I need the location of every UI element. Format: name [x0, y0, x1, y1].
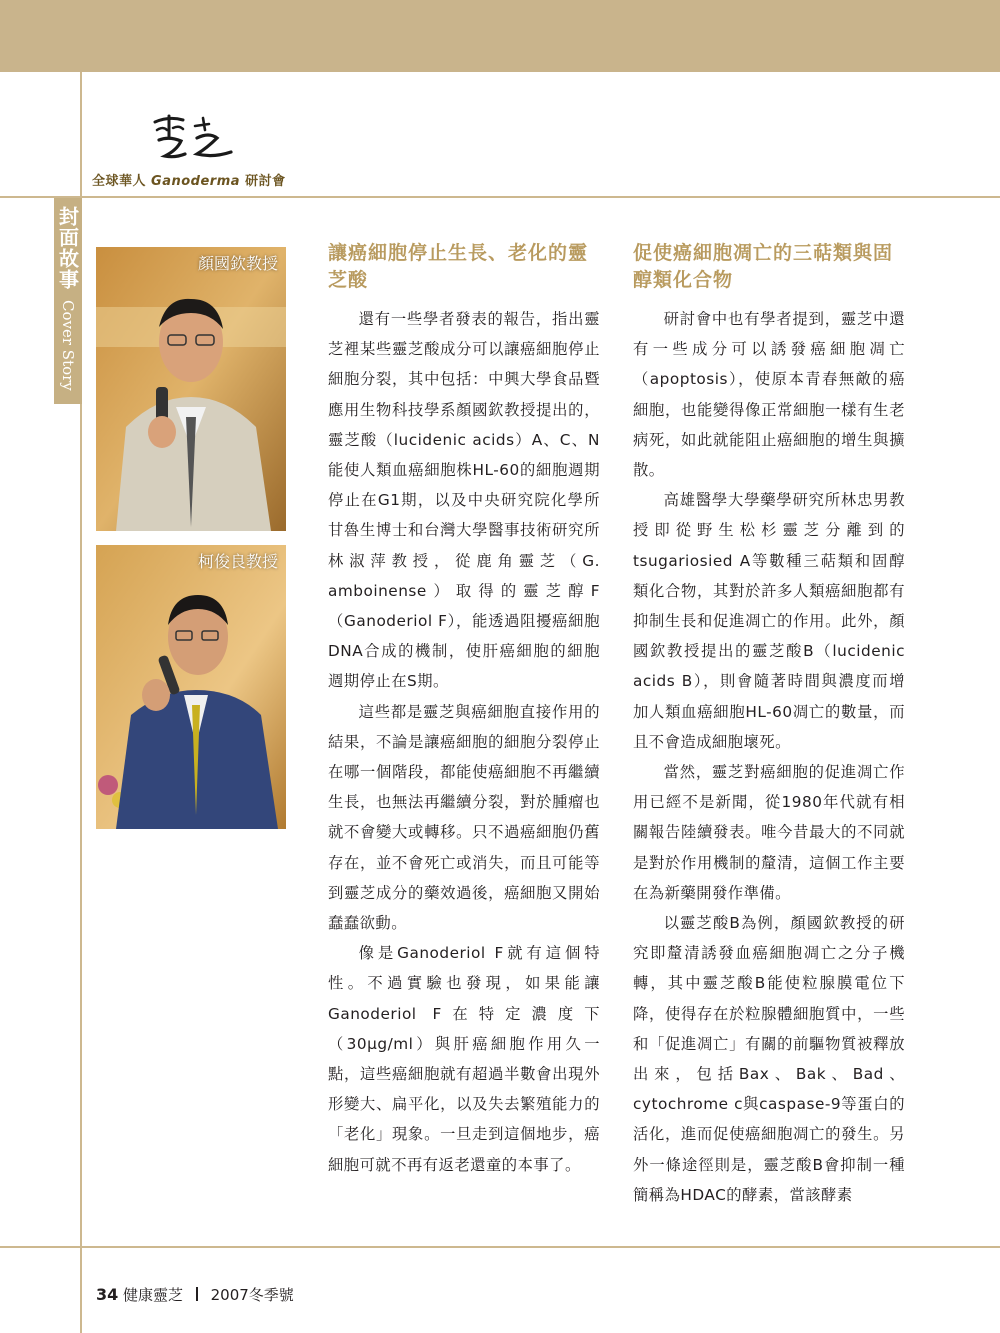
top-color-band	[0, 0, 1000, 72]
section-side-tab	[54, 198, 82, 404]
photo-professor-ko	[96, 545, 286, 829]
header-divider	[0, 196, 1000, 198]
article-paragraph: 高雄醫學大學藥學研究所林忠男教授即從野生松杉靈芝分離到的tsugariosied A等數種三萜類和固醇類化合物，其對於許多人類癌細胞都有抑制生長和促進凋亡的作用。此外，顏國欽教授提出的靈芝酸B（lucidenic acids B），則會隨著時間與濃度而增加人類血癌細胞HL-60凋亡的數量，而且不會造成細胞壞死。	[633, 491, 905, 751]
page-footer	[96, 1284, 294, 1305]
section-heading: 促使癌細胞凋亡的三萜類與固醇類化合物	[633, 242, 894, 291]
issue-label: 2007冬季號	[210, 1286, 294, 1304]
magazine-name: 健康靈芝	[123, 1286, 184, 1304]
conference-logo	[92, 108, 292, 190]
article-paragraph: 當然，靈芝對癌細胞的促進凋亡作用已經不是新聞，從1980年代就有相關報告陸續發表。唯今昔最大的不同就是對於作用機制的釐清，這個工作主要在為新藥開發作準備。	[633, 763, 905, 902]
article-paragraph: 研討會中也有學者提到，靈芝中還有一些成分可以誘發癌細胞凋亡（apoptosis），使原本青春無敵的癌細胞，也能變得像正常細胞一樣有生老病死，如此就能阻止癌細胞的增生與擴散。	[633, 310, 905, 480]
logo-subtitle: 全球華人 Ganoderma 研討會	[92, 174, 286, 189]
page-number: 34	[96, 1285, 119, 1304]
article-paragraph: 像是Ganoderiol F就有這個特性。不過實驗也發現，如果能讓Ganoderiol F在特定濃度下（30μg/ml）與肝癌細胞作用久一點，這些癌細胞就有超過半數會出現外形變大、扁平化，以及失去繁殖能力的「老化」現象。一旦走到這個地步，癌細胞可就不再有返老還童的本事了。	[328, 944, 600, 1174]
article-paragraph: 這些都是靈芝與癌細胞直接作用的結果，不論是讓癌細胞的細胞分裂停止在哪一個階段，都能使癌細胞不再繼續生長，也無法再繼續分裂，對於腫瘤也就不會變大或轉移。只不過癌細胞仍舊存在，並不會死亡或消失，而且可能等到靈芝成分的藥效過後，癌細胞又開始蠢蠢欲動。	[328, 702, 600, 933]
section-heading: 讓癌細胞停止生長、老化的靈芝酸	[328, 242, 589, 291]
lingzhi-calligraphy-logo	[147, 108, 237, 168]
article-paragraph: 以靈芝酸B為例，顏國欽教授的研究即釐清誘發血癌細胞凋亡之分子機轉，其中靈芝酸B能使粒腺膜電位下降，使得存在於粒腺體細胞質中，一些和「促進凋亡」有關的前驅物質被釋放出來，包括Bax、Bak、Bad、cytochrome c與caspase-9等蛋白的活化，進而促使癌細胞凋亡的發生。另外一條途徑則是，靈芝酸B會抑制一種簡稱為HDAC的酵素，當該酵素	[633, 914, 905, 1204]
section-label-english: Cover Story	[59, 300, 77, 391]
photo-professor-yen	[96, 247, 286, 531]
article-column-left	[328, 240, 600, 1180]
footer-divider	[0, 1246, 1000, 1248]
photo-caption: 顏國欽教授	[197, 254, 278, 273]
article-paragraph: 還有一些學者發表的報告，指出靈芝裡某些靈芝酸成分可以讓癌細胞停止細胞分裂，其中包括：中興大學食品暨應用生物科技學系顏國欽教授提出的，靈芝酸（lucidenic acids）A、C、N能使人類血癌細胞株HL-60的細胞週期停止在G1期，以及中央研究院化學所甘魯生博士和台灣大學醫事技術研究所林淑萍教授，從鹿角靈芝（G. amboinense）取得的靈芝醇F（Ganoderiol F），能透過阻擾癌細胞DNA合成的機制，使肝癌細胞的細胞週期停止在S期。	[328, 310, 600, 691]
section-label-chinese: 封面故事	[55, 206, 80, 290]
article-column-right	[633, 240, 905, 1210]
photo-caption: 柯俊良教授	[197, 552, 278, 571]
footer-separator	[196, 1287, 198, 1301]
